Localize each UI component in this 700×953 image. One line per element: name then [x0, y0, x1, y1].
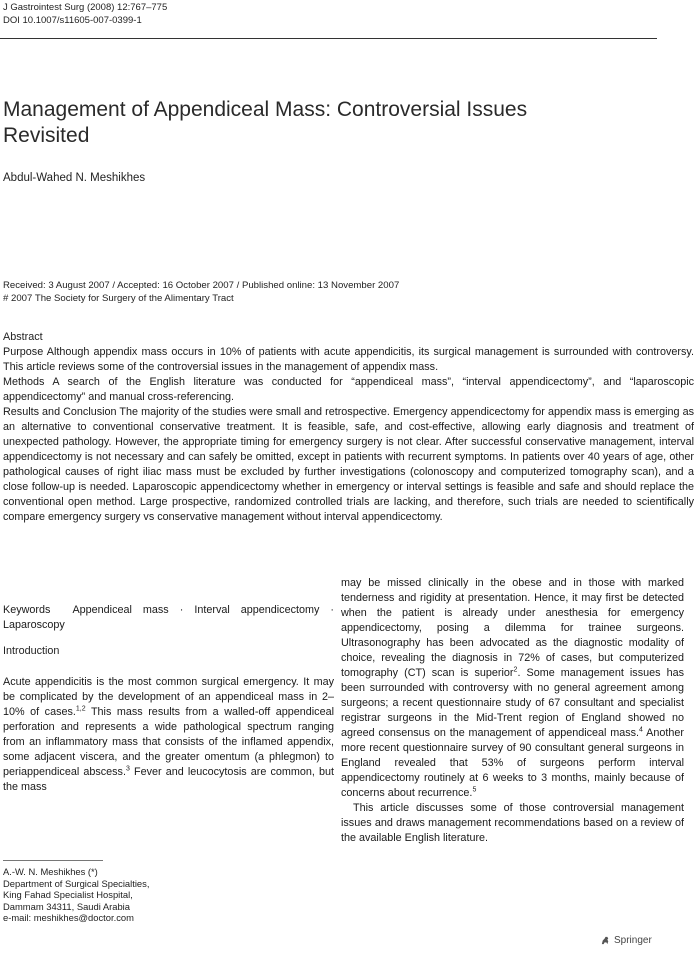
- article-dates: Received: 3 August 2007 / Accepted: 16 October 2007 / Published online: 13 November 2007: [3, 280, 400, 291]
- intro-p1-text-a: Acute appendicitis is the most common surgical emergency. It may be complicated by the development of an appendiceal mass in 2–10% of cases.: [3, 676, 334, 718]
- methods-label: Methods: [3, 376, 45, 388]
- abstract-body: [3, 345, 694, 525]
- intro-paragraph-2: This article discusses some of those controversial management issues and draws management recommendations based on a review of the available English literature.: [341, 802, 684, 844]
- intro-paragraph-1: [3, 675, 334, 795]
- springer-horse-icon: [600, 935, 611, 946]
- methods-text: A search of the English literature was conducted for “appendiceal mass”, “interval appendicectomy”, and “laparoscopic appendicectomy” and manual cross-referencing.: [3, 376, 695, 403]
- abstract-results: [3, 405, 694, 525]
- copyright-line: # 2007 The Society for Surgery of the Alimentary Tract: [3, 293, 234, 304]
- author-name: Abdul-Wahed N. Meshikhes: [3, 172, 146, 184]
- citation-ref: 2: [513, 666, 518, 674]
- intro-left-column: [3, 675, 334, 795]
- footnote-rule: [3, 860, 103, 861]
- intro-r1-text-a: may be missed clinically in the obese and in those with marked tenderness and rigidity at presentation. Hence, it may first be detected when the patient is already under anesthesia for emergency appendicectomy, posing a dilemma for trainee surgeons. Ultrasonography has been advocated as the diagnostic modality of choice, revealing the diagnosis in 72% of cases, but computerized tomography (CT) scan is superior: [341, 577, 684, 679]
- abstract-methods: [3, 375, 694, 405]
- intro-p1-text-b: This mass results from a walled-off appendiceal perforation and represents a wide pathological spectrum ranging from an inflammatory mass that consists of the inflamed appendix, some adjacent viscera, and the greater omentum (a phlegmon) to periappendiceal abscess.: [3, 706, 334, 778]
- intro-p1-text-c: Fever and leucocytosis are common, but the mass: [3, 766, 334, 793]
- purpose-text: Although appendix mass occurs in 10% of patients with acute appendicitis, its surgical management is surrounded with controversy. This article reviews some of the controversial issues in the management of appendix mass.: [3, 346, 694, 373]
- citation-ref: 1,2: [75, 705, 86, 713]
- publisher-logo: [600, 935, 652, 946]
- results-text: The majority of the studies were small and retrospective. Emergency appendicectomy for appendix mass is emerging as an alternative to conventional conservative treatment. It is feasible, safe, and cost-effective, allowing early diagnosis and treatment of unexpected pathology. However, the appropriate timing for emergency surgery is not clear. After successful conservative management, interval appendicectomy is not necessary and can safely be omitted, except in patients with recurrent symptoms. In patients over 40 years of age, other pathological causes of right iliac mass must be excluded by further investigations (colonoscopy and computerized tomography scan), and a close follow-up is needed. Laparoscopic appendicectomy whether in emergency or interval settings is feasible and safe and should replace the conventional open method. Large prospective, randomized controlled trials are lacking, and therefore, such trials are needed to scientifically compare emergency surgery vs conservative management without interval appendicectomy.: [3, 406, 695, 523]
- article-title: Management of Appendiceal Mass: Controversial Issues Revisited: [3, 98, 528, 147]
- abstract-purpose: [3, 345, 694, 375]
- doi-line: DOI 10.1007/s11605-007-0399-1: [3, 15, 142, 26]
- keywords-list: Appendiceal mass · Interval appendicectomy · Laparoscopy: [3, 604, 335, 631]
- corr-city: Dammam 34311, Saudi Arabia: [3, 900, 130, 912]
- intro-right-column: [341, 576, 684, 846]
- correspondence-block: [3, 866, 149, 924]
- intro-continuation: [341, 576, 684, 801]
- corr-department: Department of Surgical Specialties,: [3, 877, 150, 889]
- intro-r1-text-c: Another more recent questionnaire survey of 90 consultant general surgeons in England revealed that 53% of surgeons perform interval appendicectomy routinely at 6 weeks to 3 months, mainly because of concerns about recurrence.: [341, 727, 684, 799]
- citation-ref: 5: [472, 786, 477, 794]
- publisher-name: Springer: [614, 935, 652, 946]
- introduction-heading: Introduction: [3, 645, 60, 657]
- purpose-label: Purpose: [3, 346, 44, 358]
- header-rule: [0, 38, 657, 39]
- citation-ref: 3: [125, 765, 130, 773]
- abstract-heading: Abstract: [3, 331, 43, 343]
- corr-email: e-mail: meshikhes@doctor.com: [3, 912, 134, 923]
- citation-ref: 4: [639, 726, 643, 734]
- keywords: [3, 603, 334, 633]
- corr-hospital: King Fahad Specialist Hospital,: [3, 889, 133, 900]
- journal-citation: J Gastrointest Surg (2008) 12:767–775: [3, 2, 168, 13]
- intro-r1-text-b: . Some management issues has been surrounded with controversy with no general agreement among surgeons; a recent questionnaire study of 67 consultant and specialist registrar surgeons in the Mid-Trent region of England showed no agreed consensus on the management of appendiceal mass.: [341, 667, 684, 739]
- results-label: Results and Conclusion: [3, 406, 117, 418]
- corr-author: A.-W. N. Meshikhes (*): [3, 866, 98, 877]
- keywords-label: Keywords: [3, 604, 51, 616]
